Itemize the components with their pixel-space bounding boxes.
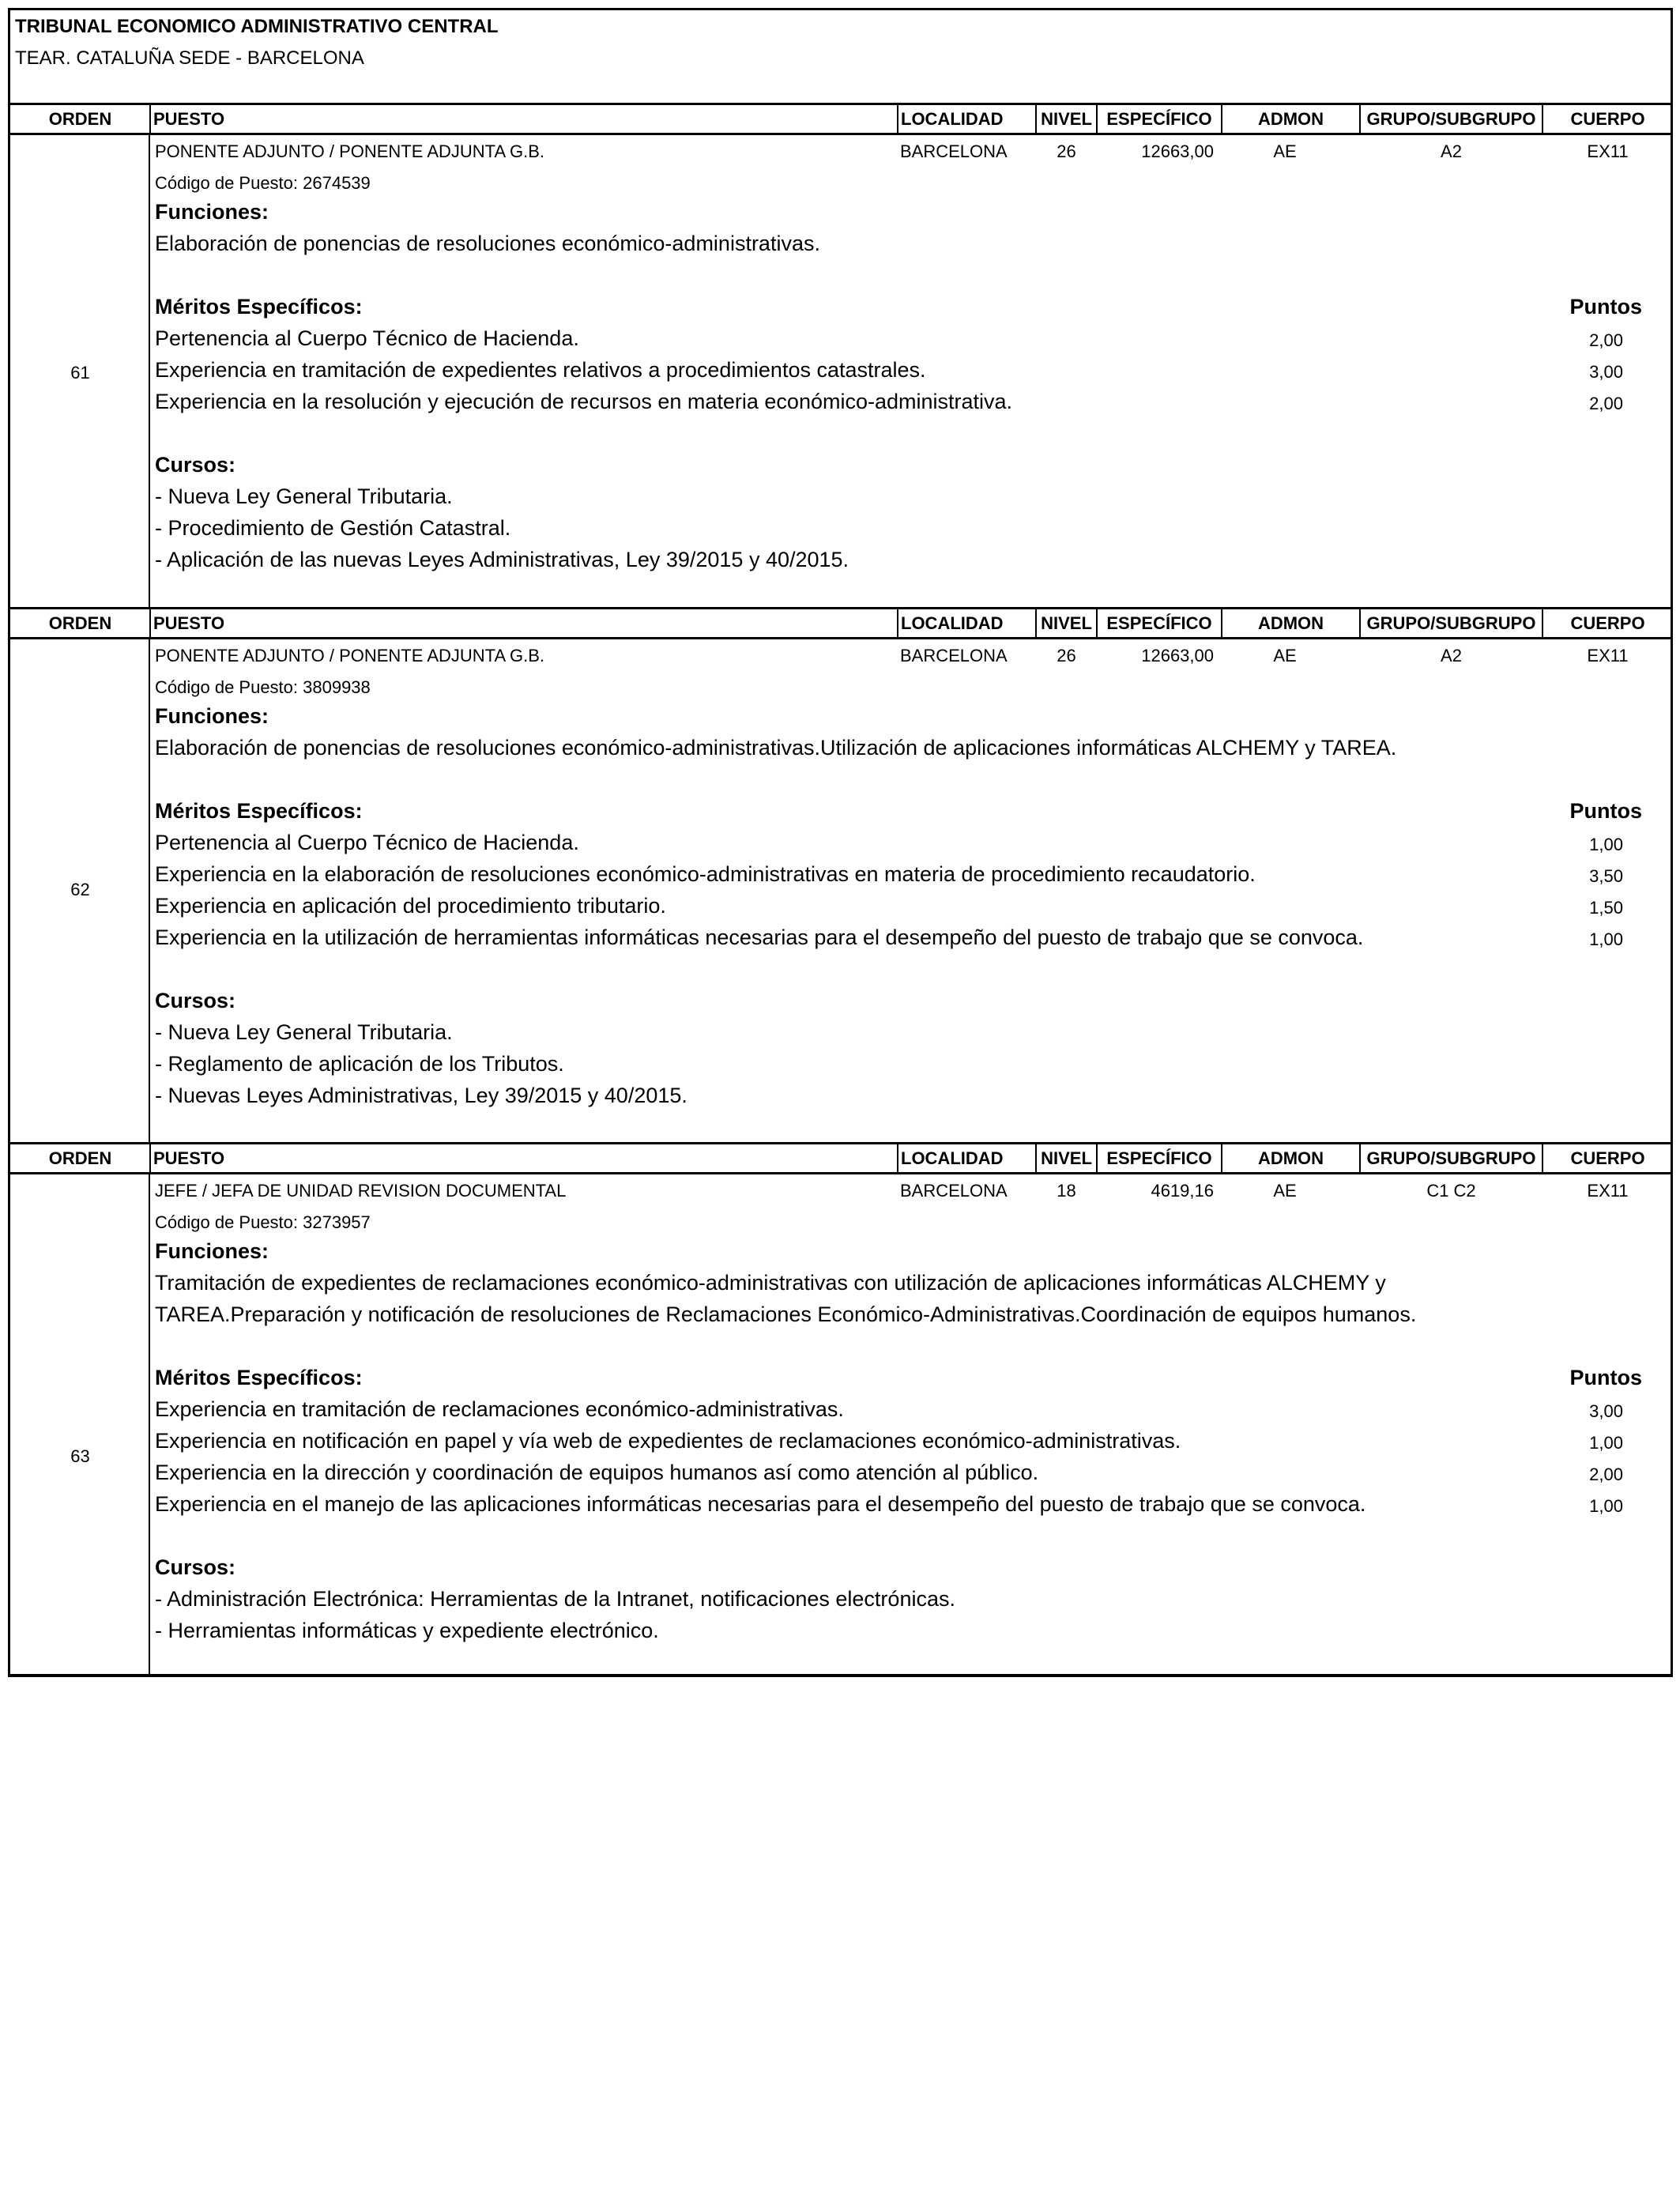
column-header-grupo: GRUPO/SUBGRUPO	[1366, 109, 1536, 129]
puesto-name: JEFE / JEFA DE UNIDAD REVISION DOCUMENTAL	[155, 1181, 567, 1201]
organization-subtitle: TEAR. CATALUÑA SEDE - BARCELONA	[15, 47, 364, 69]
funciones-heading: Funciones:	[155, 1239, 269, 1263]
grupo-value: A2	[1441, 141, 1462, 161]
codigo-puesto: Código de Puesto: 2674539	[155, 173, 371, 193]
merito-text: Experiencia en el manejo de las aplicaciones informáticas necesarias para el desempeño del puesto de trabajo que se convoca.	[155, 1492, 1366, 1516]
nivel-value: 18	[1057, 1181, 1076, 1201]
funciones-text: Tramitación de expedientes de reclamaciones económico-administrativas con utilización de aplicaciones informáticas ALCHEMY y	[155, 1271, 1386, 1295]
merito-puntos: 1,00	[1589, 835, 1623, 854]
grupo-value: A2	[1441, 646, 1462, 665]
funciones-text: Elaboración de ponencias de resoluciones económico-administrativas.Utilización de aplicaciones informáticas ALCHEMY y TAREA.	[155, 736, 1397, 760]
column-divider	[1096, 1144, 1098, 1172]
table-header-row	[10, 103, 1671, 135]
merito-puntos: 2,00	[1589, 394, 1623, 413]
column-header-admon: ADMON	[1257, 1148, 1324, 1168]
record-61	[10, 135, 1671, 607]
merito-puntos: 2,00	[1589, 1465, 1623, 1484]
column-header-localidad: LOCALIDAD	[901, 109, 1004, 129]
localidad-value: BARCELONA	[900, 141, 1008, 161]
column-divider	[1035, 609, 1037, 637]
cuerpo-value: EX11	[1587, 646, 1629, 665]
column-divider	[1096, 105, 1098, 133]
orden-column	[10, 1174, 150, 1676]
curso-item: - Nueva Ley General Tributaria.	[155, 1020, 453, 1044]
merito-text: Experiencia en notificación en papel y vía web de expedientes de reclamaciones económico-administrativas.	[155, 1429, 1181, 1453]
column-header-puesto: PUESTO	[153, 613, 225, 633]
codigo-puesto: Código de Puesto: 3809938	[155, 677, 371, 697]
table-header-row	[10, 1142, 1671, 1174]
orden-number: 63	[70, 1446, 90, 1466]
record-62	[10, 639, 1671, 1143]
column-divider	[897, 609, 898, 637]
record-63	[10, 1174, 1671, 1676]
merito-puntos: 2,00	[1589, 330, 1623, 350]
column-header-orden: ORDEN	[48, 613, 112, 633]
localidad-value: BARCELONA	[900, 1181, 1008, 1201]
orden-number: 61	[70, 363, 90, 383]
curso-item: - Administración Electrónica: Herramientas de la Intranet, notificaciones electrónicas.	[155, 1587, 955, 1611]
column-divider	[1542, 1144, 1543, 1172]
curso-item: - Herramientas informáticas y expediente electrónico.	[155, 1619, 659, 1642]
column-divider	[897, 1144, 898, 1172]
column-header-localidad: LOCALIDAD	[901, 613, 1004, 633]
merito-puntos: 1,00	[1589, 1496, 1623, 1516]
column-divider	[1035, 105, 1037, 133]
merito-text: Experiencia en tramitación de expedientes relativos a procedimientos catastrales.	[155, 358, 926, 382]
column-divider	[1359, 1144, 1361, 1172]
column-divider	[1359, 609, 1361, 637]
funciones-text: Elaboración de ponencias de resoluciones económico-administrativas.	[155, 232, 820, 255]
column-header-grupo: GRUPO/SUBGRUPO	[1366, 1148, 1536, 1168]
merito-text: Experiencia en la dirección y coordinación de equipos humanos así como atención al público.	[155, 1461, 1039, 1484]
meritos-heading: Méritos Específicos:	[155, 1366, 363, 1389]
merito-text: Experiencia en la elaboración de resoluciones económico-administrativas en materia de procedimiento recaudatorio.	[155, 862, 1256, 886]
column-header-grupo: GRUPO/SUBGRUPO	[1366, 613, 1536, 633]
orden-number: 62	[70, 880, 90, 899]
column-divider	[1221, 1144, 1222, 1172]
curso-item: - Nueva Ley General Tributaria.	[155, 484, 453, 508]
column-divider	[1221, 105, 1222, 133]
column-divider	[1359, 105, 1361, 133]
funciones-heading: Funciones:	[155, 200, 269, 224]
puntos-heading: Puntos	[1569, 295, 1642, 319]
merito-text: Experiencia en tramitación de reclamaciones económico-administrativas.	[155, 1397, 844, 1421]
merito-puntos: 1,00	[1589, 1433, 1623, 1453]
merito-text: Pertenencia al Cuerpo Técnico de Hacienda.	[155, 831, 579, 854]
cuerpo-value: EX11	[1587, 1181, 1629, 1201]
puntos-heading: Puntos	[1569, 1366, 1642, 1389]
column-header-cuerpo: CUERPO	[1570, 613, 1645, 633]
column-header-especifico: ESPECÍFICO	[1106, 109, 1212, 129]
column-header-especifico: ESPECÍFICO	[1106, 1148, 1212, 1168]
column-header-nivel: NIVEL	[1041, 1148, 1092, 1168]
nivel-value: 26	[1057, 141, 1076, 161]
cursos-heading: Cursos:	[155, 989, 236, 1012]
column-divider	[1542, 105, 1543, 133]
column-header-cuerpo: CUERPO	[1570, 1148, 1645, 1168]
merito-text: Experiencia en la resolución y ejecución de recursos en materia económico-administrativa.	[155, 390, 1013, 413]
cuerpo-value: EX11	[1587, 141, 1629, 161]
column-header-nivel: NIVEL	[1041, 613, 1092, 633]
column-header-orden: ORDEN	[48, 109, 112, 129]
admon-value: AE	[1273, 646, 1297, 665]
admon-value: AE	[1273, 141, 1297, 161]
column-header-localidad: LOCALIDAD	[901, 1148, 1004, 1168]
column-header-admon: ADMON	[1257, 613, 1324, 633]
grupo-value: C1 C2	[1426, 1181, 1476, 1201]
column-header-nivel: NIVEL	[1041, 109, 1092, 129]
puesto-name: PONENTE ADJUNTO / PONENTE ADJUNTA G.B.	[155, 646, 545, 665]
puntos-heading: Puntos	[1569, 799, 1642, 823]
puesto-name: PONENTE ADJUNTO / PONENTE ADJUNTA G.B.	[155, 141, 545, 161]
organization-title: TRIBUNAL ECONOMICO ADMINISTRATIVO CENTRAL	[15, 16, 499, 37]
column-header-orden: ORDEN	[48, 1148, 112, 1168]
merito-text: Pertenencia al Cuerpo Técnico de Hacienda.	[155, 326, 579, 350]
especifico-value: 4619,16	[1151, 1181, 1214, 1201]
especifico-value: 12663,00	[1141, 141, 1214, 161]
column-divider	[1542, 609, 1543, 637]
nivel-value: 26	[1057, 646, 1076, 665]
column-divider	[897, 105, 898, 133]
cursos-heading: Cursos:	[155, 453, 236, 477]
column-header-puesto: PUESTO	[153, 1148, 225, 1168]
column-header-puesto: PUESTO	[153, 109, 225, 129]
column-divider	[1035, 1144, 1037, 1172]
cursos-heading: Cursos:	[155, 1555, 236, 1579]
merito-puntos: 1,00	[1589, 929, 1623, 949]
meritos-heading: Méritos Específicos:	[155, 295, 363, 319]
meritos-heading: Méritos Específicos:	[155, 799, 363, 823]
column-divider	[1096, 609, 1098, 637]
especifico-value: 12663,00	[1141, 646, 1214, 665]
column-divider	[149, 1144, 151, 1172]
merito-text: Experiencia en la utilización de herramientas informáticas necesarias para el desempeño del puesto de trabajo que se convoca.	[155, 925, 1364, 949]
curso-item: - Reglamento de aplicación de los Tributos.	[155, 1052, 564, 1076]
merito-puntos: 3,00	[1589, 1401, 1623, 1421]
funciones-heading: Funciones:	[155, 704, 269, 728]
curso-item: - Procedimiento de Gestión Catastral.	[155, 516, 511, 540]
merito-puntos: 1,50	[1589, 898, 1623, 918]
merito-puntos: 3,50	[1589, 866, 1623, 886]
admon-value: AE	[1273, 1181, 1297, 1201]
funciones-text: TAREA.Preparación y notificación de resoluciones de Reclamaciones Económico-Administrativas.Coordinación de equipos humanos.	[155, 1302, 1417, 1326]
column-header-admon: ADMON	[1257, 109, 1324, 129]
table-header-row	[10, 607, 1671, 639]
column-header-cuerpo: CUERPO	[1570, 109, 1645, 129]
curso-item: - Aplicación de las nuevas Leyes Administrativas, Ley 39/2015 y 40/2015.	[155, 548, 849, 571]
localidad-value: BARCELONA	[900, 646, 1008, 665]
merito-text: Experiencia en aplicación del procedimiento tributario.	[155, 894, 666, 918]
curso-item: - Nuevas Leyes Administrativas, Ley 39/2015 y 40/2015.	[155, 1084, 687, 1107]
column-divider	[149, 609, 151, 637]
column-divider	[149, 105, 151, 133]
column-header-especifico: ESPECÍFICO	[1106, 613, 1212, 633]
codigo-puesto: Código de Puesto: 3273957	[155, 1212, 371, 1232]
document-page	[8, 8, 1673, 1677]
merito-puntos: 3,00	[1589, 362, 1623, 382]
column-divider	[1221, 609, 1222, 637]
